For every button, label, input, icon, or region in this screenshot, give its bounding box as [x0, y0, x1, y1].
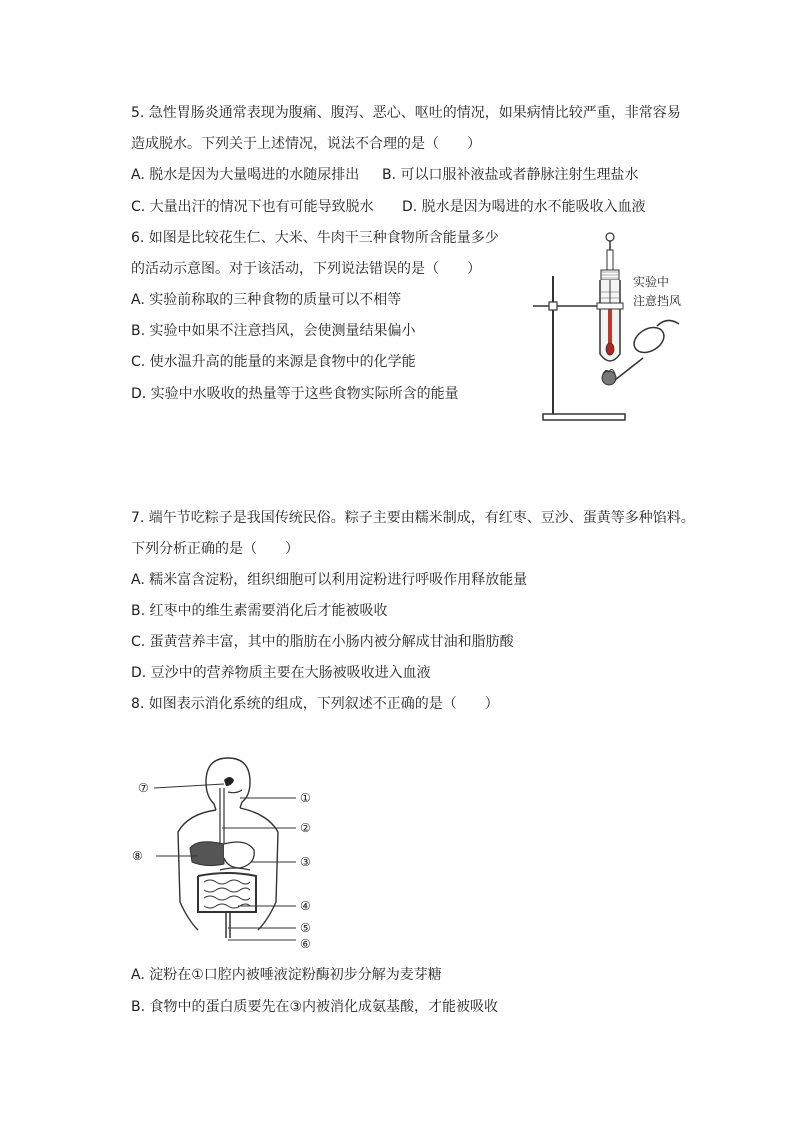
q5-option-c: C. 大量出汗的情况下也有可能导致脱水 — [131, 199, 374, 215]
q8-option-a: A. 淀粉在①口腔内被唾液淀粉酶初步分解为麦芽糖 — [131, 967, 442, 983]
thermometer-red — [608, 306, 612, 346]
wind-shield — [630, 322, 669, 357]
figure-label-line2: 注意挡风 — [633, 294, 682, 308]
q7-stem-line1: 7. 端午节吃粽子是我国传统民俗。粽子主要由糯米制成，有红枣、豆沙、蛋黄等多种馅料。 — [131, 510, 695, 526]
apparatus-figure — [525, 228, 705, 428]
q5-stem-line2: 造成脱水。下列关于上述情况，说法不合理的是（ ） — [131, 136, 481, 152]
q7-option-a: A. 糯米富含淀粉，组织细胞可以利用淀粉进行呼吸作用释放能量 — [131, 572, 528, 588]
liver — [190, 842, 224, 866]
q7-option-b: B. 红枣中的维生素需要消化后才能被吸收 — [131, 603, 388, 619]
food-holder — [615, 358, 643, 380]
q6-stem-line1: 6. 如图是比较花生仁、大米、牛肉干三种食物所含能量多少 — [131, 230, 499, 246]
q7-option-d: D. 豆沙中的营养物质主要在大肠被吸收进入血液 — [131, 665, 431, 681]
q6-option-a: A. 实验前称取的三种食物的质量可以不相等 — [131, 292, 402, 308]
label-4: ④ — [300, 899, 311, 913]
label-2: ② — [300, 821, 311, 835]
q7-option-c: C. 蛋黄营养丰富，其中的脂肪在小肠内被分解成甘油和脂肪酸 — [131, 634, 514, 650]
q5-stem-line1: 5. 急性胃肠炎通常表现为腹痛、腹泻、恶心、呕吐的情况，如果病情比较严重，非常容易 — [131, 105, 681, 121]
q8-stem-line1: 8. 如图表示消化系统的组成，下列叙述不正确的是（ ） — [131, 696, 499, 712]
q7-stem-line2: 下列分析正确的是（ ） — [131, 541, 299, 557]
q5-option-d: D. 脱水是因为喝进的水不能吸收入血液 — [402, 199, 646, 215]
q8-option-b: B. 食物中的蛋白质要先在③内被消化成氨基酸，才能被吸收 — [131, 999, 499, 1015]
leader-lines — [154, 784, 296, 940]
small-intestine — [204, 880, 250, 908]
burning-food — [602, 371, 616, 385]
q6-option-d: D. 实验中水吸收的热量等于这些食物实际所含的能量 — [131, 386, 459, 402]
q5-option-a: A. 脱水是因为大量喝进的水随尿排出 — [131, 167, 360, 183]
label-5: ⑤ — [300, 921, 311, 935]
label-6: ⑥ — [300, 937, 311, 951]
stand-base — [543, 414, 625, 420]
q6-option-c: C. 使水温升高的能量的来源是食物中的化学能 — [131, 354, 416, 370]
q5-option-b: B. 可以口服补液盐或者静脉注射生理盐水 — [382, 167, 639, 183]
figure-label-line1: 实验中 — [633, 275, 670, 289]
label-7: ⑦ — [138, 781, 149, 795]
q6-stem-line2: 的活动示意图。对于该活动，下列说法错误的是（ ） — [131, 261, 481, 277]
label-8: ⑧ — [132, 849, 143, 863]
mouth-region — [224, 777, 234, 786]
label-1: ① — [300, 791, 311, 805]
label-3: ③ — [300, 855, 311, 869]
digestive-system-figure — [128, 752, 328, 952]
q6-option-b: B. 实验中如果不注意挡风，会使测量结果偏小 — [131, 323, 416, 339]
stomach — [224, 842, 254, 868]
thermometer-bulb-top — [606, 233, 614, 241]
